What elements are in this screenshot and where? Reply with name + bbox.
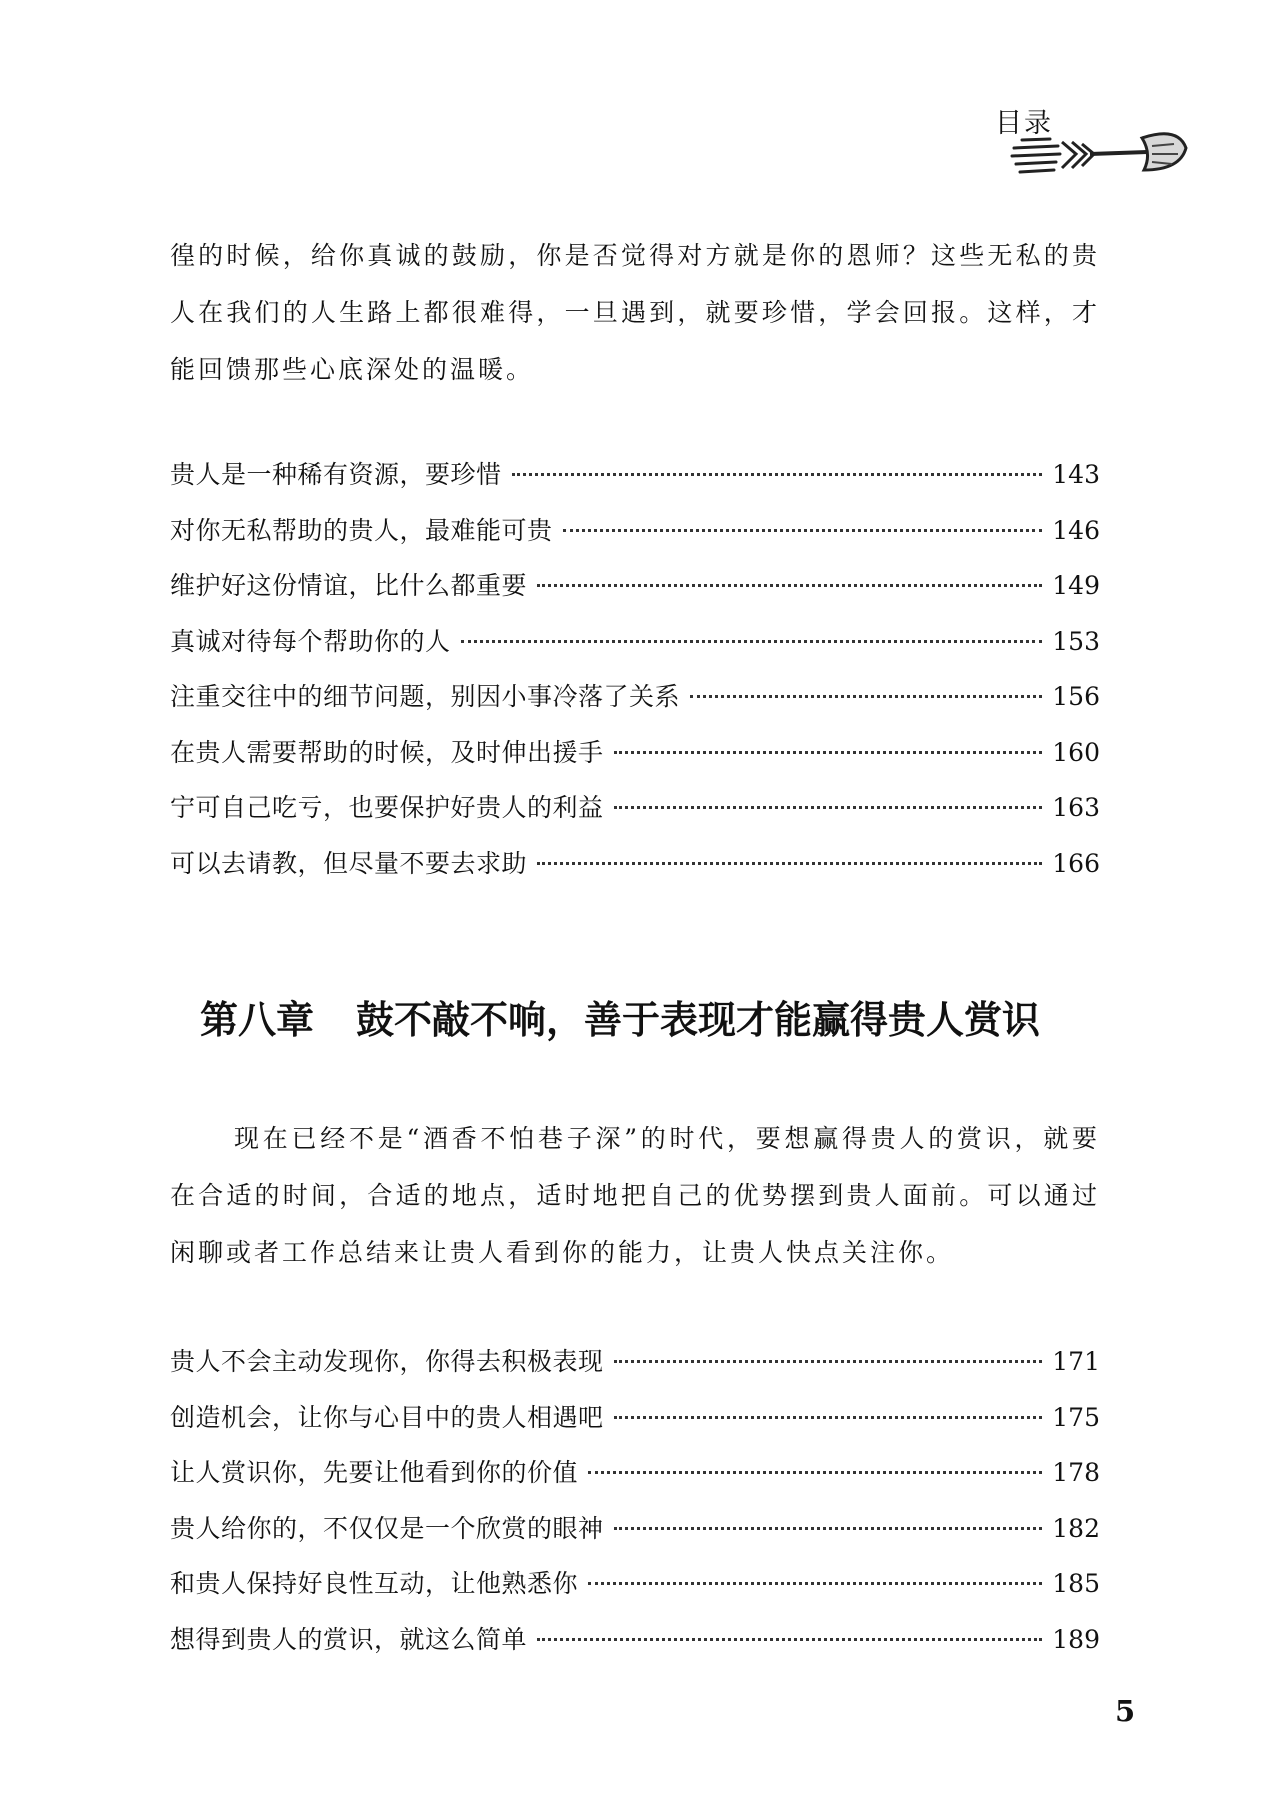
toc-entry-title: 可以去请教，但尽量不要去求助: [170, 848, 528, 878]
running-header: 目录: [995, 108, 1053, 139]
toc-entry[interactable]: [170, 614, 1100, 670]
dot-leader: [537, 862, 1042, 865]
toc-entry-page: 171: [1052, 1347, 1100, 1376]
toc-entry-title: 贵人不会主动发现你，你得去积极表现: [170, 1347, 604, 1376]
toc-entry-title: 贵人是一种稀有资源，要珍惜: [170, 460, 502, 489]
chapter-title: 鼓不敲不响，善于表现才能赢得贵人赏识: [356, 998, 1041, 1042]
dot-leader: [614, 1527, 1043, 1530]
toc-entry-page: 143: [1052, 460, 1100, 489]
toc-entry[interactable]: [170, 503, 1100, 559]
dot-leader: [614, 1360, 1043, 1363]
dot-leader: [690, 695, 1042, 698]
toc-entry-title: 贵人给你的，不仅仅是一个欣赏的眼神: [170, 1513, 604, 1543]
intro-paragraph: 徨的时候，给你真诚的鼓励，你是否觉得对方就是你的恩师？这些无私的贵人在我们的人生路上都很难得，一旦遇到，就要珍惜，学会回报。这样，才能回馈那些心底深处的温暖。: [170, 241, 1100, 384]
page-number: 5: [1115, 1694, 1136, 1728]
toc-entry-title: 想得到贵人的赏识，就这么简单: [170, 1624, 528, 1654]
dot-leader: [537, 1638, 1042, 1641]
toc-entry-page: 149: [1052, 571, 1100, 600]
toc-entry-title: 创造机会，让你与心目中的贵人相遇吧: [170, 1402, 604, 1432]
toc-entry-page: 182: [1052, 1513, 1100, 1543]
toc-entry-page: 160: [1052, 737, 1100, 767]
dot-leader: [614, 1416, 1043, 1419]
toc-entry-title: 和贵人保持好良性互动，让他熟悉你: [170, 1569, 579, 1598]
toc-entry-page: 178: [1052, 1458, 1100, 1487]
toc-entry-title: 真诚对待每个帮助你的人: [170, 626, 451, 656]
toc-entry-page: 175: [1052, 1402, 1100, 1432]
toc-entry-title: 宁可自己吃亏，也要保护好贵人的利益: [170, 793, 604, 822]
toc-entry[interactable]: [170, 669, 1100, 725]
toc-entry-title: 让人赏识你，先要让他看到你的价值: [170, 1458, 579, 1487]
toc-entry[interactable]: [170, 836, 1100, 892]
dot-leader: [461, 640, 1043, 643]
toc-list-chapter-7: [170, 447, 1100, 891]
toc-entry[interactable]: [170, 1445, 1100, 1501]
toc-entry-title: 注重交往中的细节问题，别因小事冷落了关系: [170, 682, 681, 711]
toc-entry[interactable]: [170, 725, 1100, 781]
toc-entry-page: 163: [1052, 793, 1100, 822]
toc-entry[interactable]: [170, 1556, 1100, 1612]
toc-entry-title: 在贵人需要帮助的时候，及时伸出援手: [170, 737, 604, 767]
toc-entry-title: 对你无私帮助的贵人，最难能可贵: [170, 515, 553, 545]
chapter-8-heading[interactable]: [200, 998, 1041, 1042]
dot-leader: [614, 806, 1043, 809]
dot-leader: [588, 1471, 1042, 1474]
dot-leader: [614, 751, 1043, 754]
toc-entry[interactable]: [170, 1501, 1100, 1557]
toc-entry-page: 156: [1052, 682, 1100, 711]
arrow-icon: [1010, 120, 1190, 190]
dot-leader: [588, 1582, 1042, 1585]
toc-entry-page: 185: [1052, 1569, 1100, 1598]
toc-entry[interactable]: [170, 447, 1100, 503]
dot-leader: [512, 473, 1043, 476]
toc-entry-page: 166: [1052, 848, 1100, 878]
chapter-8-summary: 现在已经不是“酒香不怕巷子深”的时代，要想赢得贵人的赏识，就要在合适的时间，合适的地点，适时地把自己的优势摆到贵人面前。可以通过闲聊或者工作总结来让贵人看到你的能力，让贵人快点关注你。: [170, 1124, 1100, 1267]
toc-entry[interactable]: [170, 1612, 1100, 1668]
dot-leader: [563, 529, 1043, 532]
toc-entry[interactable]: [170, 1334, 1100, 1390]
chapter-number: 第八章: [200, 998, 315, 1042]
toc-entry-page: 189: [1052, 1624, 1100, 1654]
toc-entry[interactable]: [170, 558, 1100, 614]
toc-list-chapter-8: [170, 1334, 1100, 1667]
toc-entry[interactable]: [170, 1390, 1100, 1446]
toc-entry[interactable]: [170, 780, 1100, 836]
toc-entry-title: 维护好这份情谊，比什么都重要: [170, 571, 528, 600]
toc-entry-page: 146: [1052, 515, 1100, 545]
dot-leader: [537, 584, 1042, 587]
toc-entry-page: 153: [1052, 626, 1100, 656]
